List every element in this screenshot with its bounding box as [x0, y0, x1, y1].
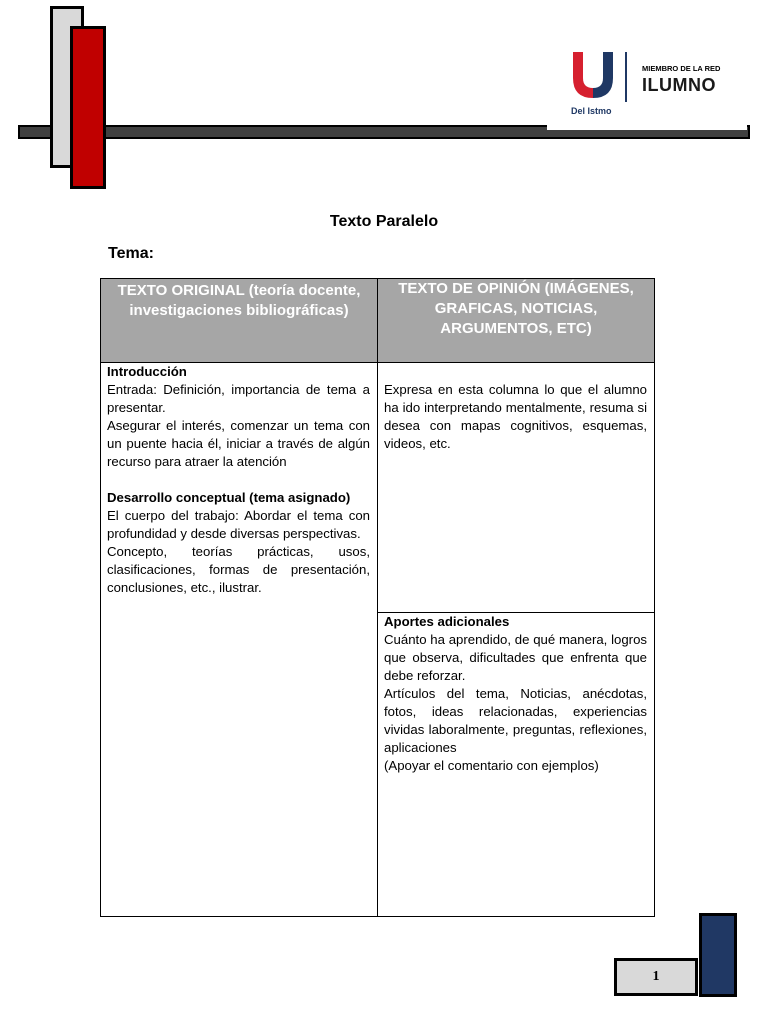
opinion-instructions: Expresa en esta columna lo que el alumno ha ido interpretando mentalmente, resuma si desea con mapas cognitivos, esquemas, videos, etc. [384, 382, 647, 451]
aportes-paragraph-2: Artículos del tema, Noticias, anécdotas, fotos, ideas relacionadas, experiencias vividas laboralmente, preguntas, reflexiones, aplicaciones [384, 686, 647, 755]
page-number: 1 [614, 958, 698, 996]
intro-paragraph-2: Asegurar el interés, comenzar un tema con un puente hacia él, iniciar a través de algún recurso para atraer la atención [107, 418, 370, 469]
aportes-paragraph-1: Cuánto ha aprendido, de qué manera, logros que observa, dificultades que enfrenta que debe reforzar. [384, 632, 647, 683]
aportes-title: Aportes adicionales [384, 614, 510, 629]
u-logo-icon [567, 48, 619, 100]
logo-divider [625, 52, 627, 102]
logo [547, 38, 747, 130]
col-right-header: TEXTO DE OPINIÓN (IMÁGENES, GRAFICAS, NOTICIAS, ARGUMENTOS, ETC) [378, 279, 654, 362]
document-title: Texto Paralelo [329, 213, 439, 230]
development-title: Desarrollo conceptual (tema asignado) [107, 490, 351, 505]
footer-navy-rectangle [699, 913, 737, 997]
header-red-rectangle [70, 26, 106, 189]
spacer [107, 471, 370, 489]
intro-paragraph-1: Entrada: Definición, importancia de tema a presentar. [107, 382, 370, 415]
left-column-content [107, 363, 370, 597]
additional-contributions [384, 613, 647, 775]
intro-title: Introducción [107, 364, 187, 379]
logo-institution: Del Istmo [571, 106, 612, 116]
col-left-header: TEXTO ORIGINAL (teoría docente, investigaciones bibliográficas) [101, 279, 377, 362]
logo-member-text: MIEMBRO DE LA RED [642, 64, 721, 73]
table-column-divider [377, 278, 378, 917]
development-paragraph-1: El cuerpo del trabajo: Abordar el tema con profundidad y desde diversas perspectivas. [107, 508, 370, 541]
development-paragraph-2: Concepto, teorías prácticas, usos, clasificaciones, formas de presentación, conclusiones, etc., ilustrar. [107, 544, 370, 595]
tema-label: Tema: [108, 245, 154, 262]
aportes-paragraph-3: (Apoyar el comentario con ejemplos) [384, 758, 599, 773]
logo-network-name: ILUMNO [642, 75, 716, 95]
